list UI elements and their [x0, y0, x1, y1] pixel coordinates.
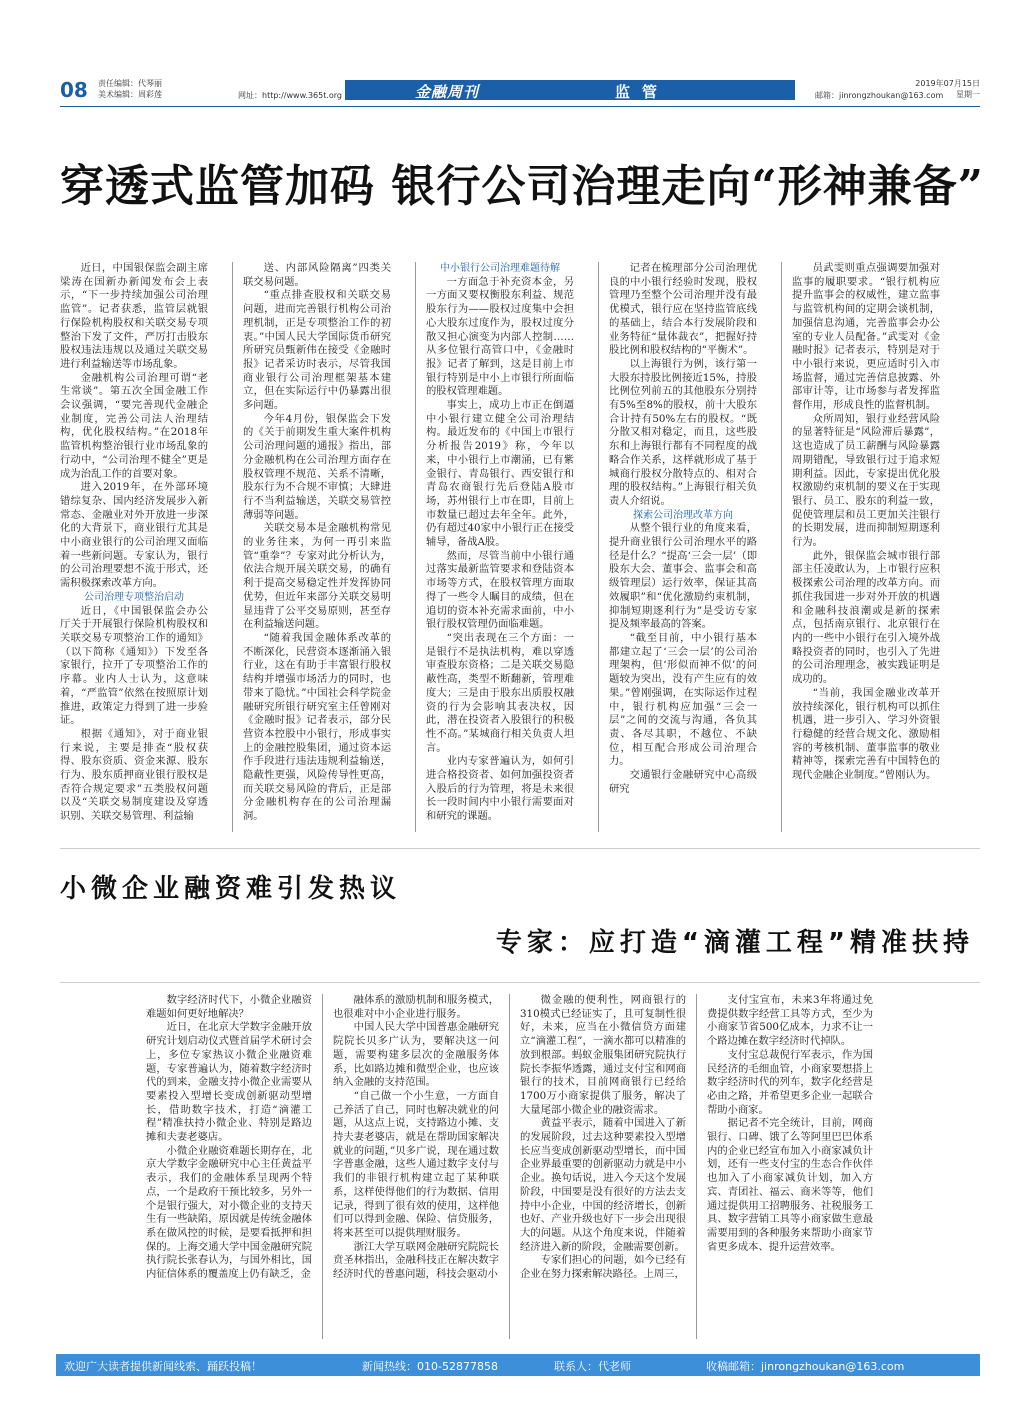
masthead — [60, 72, 980, 106]
column-divider — [232, 262, 233, 832]
paragraph: “截至目前，中小银行基本都建立起了‘三会一层’的公司治理架构，但‘形似而神不似’的问题较为突出，没有产生应有的效果。”曾刚强调，在实际运作过程中，银行机构应加强“三会一层”之间的交流与沟通，各负其责、各尽其职，不越位、不缺位，相互配合形成公司治理合力。 — [609, 631, 757, 768]
masthead-rule — [60, 106, 980, 107]
section-banner — [345, 80, 795, 100]
paragraph: 今年4月份，银保监会下发的《关于前期发生重大案件机构公司治理问题的通报》指出，部分金融机构在公司治理方面存在股权管理不规范、关系不清晰，股东行为不合规不审慎；大肆进行不当利益输送，关联交易管控薄弱等问题。 — [243, 412, 391, 521]
paragraph: 专家们担心的问题，如今已经有企业在努力探索解决路径。上周三， — [520, 1254, 686, 1281]
paragraph: 数字经济时代下，小微企业融资难题如何更好地解决？ — [146, 994, 312, 1020]
editor-line: 责任编辑：代琴丽 — [98, 79, 162, 88]
paragraph: 根据《通知》，对于商业银行来说，主要是排查“股权获得、股东资质、资金来源、股东行为、股东质押商业银行股权是否符合规定要求”五类股权问题以及“关联交易制度建设及穿透识别、关联交易管理、利益输 — [60, 727, 208, 823]
footer-submit-email: 收稿邮箱：jinrongzhoukan@163.com — [706, 1360, 905, 1373]
paragraph: “当前，我国金融业改革开放持续深化，银行机构可以抓住机遇，进一步引入、学习外资银行稳健的经营合规文化、激励相容的考核机制、董事监事的敬业精神等，探索完善有中国特色的现代金融企业制度。”曾刚认为。 — [792, 686, 940, 782]
paragraph: 进入2019年，在外部环境错综复杂、国内经济发展步入新常态、金融业对外开放进一步深化的大背景下，商业银行尤其是中小商业银行的公司治理又面临着一些新问题。专家认为，银行的公司治理要想不流于形式，还需积极探索改革方向。 — [60, 481, 208, 590]
article-column-3 — [426, 262, 574, 832]
paragraph: 微金融的便利性，网商银行的310模式已经证实了，且可复制性很好，未来，应当在小微信贷方面建立“滴灌工程”，一滴水都可以精准的放到根部。蚂蚁金服集团研究院执行院长李振华透露，通过支付宝和网商银行的技术，目前网商银行已经给1700万小商家提供了服务，解决了大量尾部小微企业的融资需求。 — [520, 994, 686, 1116]
issue-weekday: 星期一 — [956, 90, 980, 99]
paragraph: 融体系的激励机制和服务模式，也很难对中小企业进行服务。 — [333, 994, 499, 1020]
paragraph: 业内专家普遍认为，如何引进合格投资者、如何加强投资者入股后的行为管理，将是未来很长一段时间内中小银行需要面对和研究的课题。 — [426, 755, 574, 823]
footer-hotline: 新闻热线：010-52877858 — [362, 1360, 498, 1373]
article-column-4 — [609, 262, 757, 832]
paragraph: 支付宝宣布，未来3年将通过免费提供数字经营工具等方式，至少为小商家节省500亿成本，力求不让一个路边摊在数字经济时代掉队。 — [707, 994, 873, 1048]
paragraph: 关联交易本是金融机构常见的业务往来，为何一再引来监管“重拳”？专家对此分析认为，依法合规开展关联交易，的确有利于提高交易稳定性并发挥协同优势，但近年来部分关联交易明显违背了公平交易原则，甚至存在利益输送问题。 — [243, 522, 391, 631]
paragraph: “重点排查股权和关联交易问题，进而完善银行机构公司治理机制，正是专项整治工作的初衷。”中国人民大学国际货币研究所研究员甄新伟在接受《金融时报》记者采访时表示，尽管我国商业银行公司治理框架基本建立，但在实际运行中仍暴露出很多问题。 — [243, 289, 391, 412]
paragraph: 交通银行金融研究中心高级研究 — [609, 769, 757, 795]
art-editor-line: 美术编辑：周彩莲 — [98, 90, 162, 99]
article-column-1 — [60, 262, 208, 832]
paragraph: 一方面急于补充资本金，另一方面又要权衡股东利益、规范股东行为——股权过度集中会担心大股东过度作为，股权过度分散又担心演变为内部人控制……从多位银行高管口中，《金融时报》记者了解到，这是目前上市银行特别是中小上市银行所面临的股权管理难题。 — [426, 275, 574, 398]
article2-column-2 — [333, 994, 499, 1339]
website-url: 网址：http://www.365t.org — [238, 91, 343, 100]
paragraph: 支付宝总裁倪行军表示，作为国民经济的毛细血管，小商家要想搭上数字经济时代的列车，数字化经营是必由之路，并希望更多企业一起联合帮助小商家。 — [707, 1048, 873, 1116]
paragraph: “自己做一个小生意，一方面自己养活了自己，同时也解决就业的问题，从这点上说，支持路边小摊、支持夫妻老婆店，就是在帮助国家解决就业的问题，”贝多广说，现在通过数字普惠金融，这些人通过数字支付与我们的非银行机构建立起了某种联系，这样使得他们的行为数据、信用记录，得到了很有效的使用，这样他们可以得到金融、保险、信贷服务，将来甚至可以提供理财服务。 — [333, 1089, 499, 1239]
page-number: 08 — [60, 78, 88, 102]
dateline — [915, 78, 980, 100]
paragraph: 近日，《中国银保监会办公厅关于开展银行保险机构股权和关联交易专项整治工作的通知》（以下简称《通知》）下发至各家银行，拉开了专项整治工作的序幕。业内人士认为，这意味着，“严监管”依然在按照原计划推进，政策定力得到了进一步验证。 — [60, 604, 208, 727]
paragraph: 小微企业融资难题长期存在，北京大学数字金融研究中心主任黄益平表示，我们的金融体系呈现两个特点，一个是政府干预比较多，另外一个是银行强大，对小微企业的支持天生有一些缺陷，原因就是传统金融体系在做风控的时候，是要看抵押和担保的。上海交通大学中国金融研究院执行院长张春认为，与国外相比，国内征信体系的覆盖度上仍有缺乏，金 — [146, 1144, 312, 1281]
footer-banner — [56, 1354, 980, 1376]
paragraph: 黄益平表示，随着中国进入了新的发展阶段，过去这种要素投入型增长应当变成创新驱动型增长，而中国企业界最重要的创新驱动力就是中小企业。换句话说，进入今天这个发展阶段，中国要是没有很好的方法去支持中小企业，中国的经济增长，创新也好、产业升级也好下一步会出现很大的问题。从这个角度来说，伴随着经济进入新的阶段，金融需要创新。 — [520, 1117, 686, 1253]
paragraph: 近日，在北京大学数字金融开放研究计划启动仪式暨首届学术研讨会上，多位专家热议小微企业融资难题，专家普遍认为，随着数字经济时代的到来，金融支持小微企业需要从要素投入型增长变成创新驱动型增长，借助数字技术，打造“滴灌工程”精准扶持小微企业、特别是路边摊和夫妻老婆店。 — [146, 1021, 312, 1144]
section-subheading: 中小银行公司治理难题待解 — [440, 263, 560, 274]
column-divider — [415, 262, 416, 832]
paragraph: 中国人民大学中国普惠金融研究院院长贝多广认为，要解决这一问题，需要构建多层次的金融服务体系，比如路边摊和微型企业，也应该纳入金融的支持范围。 — [333, 1021, 499, 1089]
article-column-5 — [792, 262, 940, 832]
paragraph: 金融机构公司治理可谓“老生常谈”。第五次全国金融工作会议强调，“要完善现代金融企业制度，完善公司法人治理结构，优化股权结构。”在2018年监管机构整治银行业市场乱象的行动中，“公司治理不健全”更是成为治乱工作的首要对象。 — [60, 371, 208, 480]
column-divider — [509, 994, 510, 1339]
paragraph: 然而，尽管当前中小银行通过落实最新监管要求和登陆资本市场等方式，在股权管理方面取得了一些令人瞩目的成绩，但在追切的资本补充需求面前，中小银行股权管理仍面临难题。 — [426, 549, 574, 631]
issue-date: 2019年07月15日 — [915, 79, 980, 88]
masthead-email: 邮箱：jinrongzhoukan@163.com — [815, 91, 944, 100]
paragraph: 浙江大学互联网金融研究院院长贲圣林指出，金融科技正在解决数字经济时代的普惠问题，科技会驱动小 — [333, 1240, 499, 1281]
article2-column-4 — [707, 994, 873, 1339]
paragraph: 此外，银保监会城市银行部部主任凌敢认为，上市银行应积极探索公司治理的改革方向。而抓住我国进一步对外开放的机遇和金融科技浪潮或是新的探索点，包括南京银行、北京银行在内的一些中小银行在引入境外战略投资者的同时，也引入了先进的公司治理理念，被实践证明是成功的。 — [792, 549, 940, 686]
column-divider — [598, 262, 599, 832]
paragraph: 众所周知，银行业经营风险的显著特征是“风险滞后暴露”，这也造成了员工薪酬与风险暴露周期错配，导致银行过于追求短期利益。因此，专家提出优化股权激励约束机制的要义在于实现银行、员工、股东的利益一致，促使管理层和员工更加关注银行的长期发展，进而抑制短期逐利行为。 — [792, 412, 940, 549]
paragraph: 送、内部风险隔离”四类关联交易问题。 — [243, 262, 391, 288]
paragraph: 从整个银行业的角度来看，提升商业银行公司治理水平的路径是什么？“提高‘三会一层’（即股东大会、董事会、监事会和高级管理层）运行效率，保证其高效履职”和“优化激励约束机制，抑制短期逐利行为”是受访专家提及频率最高的答案。 — [609, 522, 757, 631]
editor-credits — [98, 78, 162, 100]
paragraph: 以上海银行为例，该行第一大股东持股比例接近15%，持股比例位列前五的其他股东分别持有5%至8%的股权，前十大股东合计持有50%左右的股权。“既分散又相对稳定，而且，这些股东和上海银行都有不同程度的战略合作关系，这样就形成了基于城商行股权分散特点的、相对合理的股权结构。”上海银行相关负责人介绍说。 — [609, 357, 757, 507]
paragraph: 近日，中国银保监会副主席梁涛在国新办新闻发布会上表示，“下一步持续加强公司治理监管”。记者获悉，监管层就银行保险机构股权和关联交易专项整治下发了文件，严厉打击股东股权违法违规以及通过关联交易进行利益输送等市场乱象。 — [60, 262, 208, 370]
article-main — [60, 262, 980, 832]
section-subheading: 公司治理专项整治启动 — [84, 591, 184, 603]
article2-headline: 小微企业融资难引发热议 — [60, 874, 402, 904]
brand-logo: 金融周刊 — [415, 83, 480, 101]
paragraph: “突出表现在三个方面：一是银行不是执法机构，难以穿透审查股东资格；二是关联交易隐蔽性高，类型不断翻新，管理难度大；三是由于股东出质股权融资的行为会影响其表决权，因此，潜在投资者入股银行的积极性不高。”某城商行相关负责人坦言。 — [426, 631, 574, 754]
section-title: 监管 — [615, 83, 670, 101]
article2-rule — [60, 982, 980, 983]
article-separator — [60, 848, 980, 849]
footer-slogan: 欢迎广大读者提供新闻线索、踊跃投稿！ — [64, 1360, 262, 1373]
article-secondary — [146, 994, 886, 1339]
paragraph: “随着我国金融体系改革的不断深化，民营资本逐渐涌入银行业，这在有助于丰富银行股权结构并增强市场活力的同时，也带来了隐忧。”中国社会科学院金融研究所银行研究室主任曾刚对《金融时报》记者表示，部分民营资本控股中小银行，形成事实上的金融控股集团，通过资本运作手段进行违法违规利益输送，隐蔽性更强，风险传导性更高，而关联交易风险的背后，正是部分金融机构存在的公司治理漏洞。 — [243, 631, 391, 823]
column-divider — [781, 262, 782, 832]
paragraph: 记者在梳理部分公司治理优良的中小银行经验时发现，股权管理乃至整个公司治理并没有最优模式，银行应在坚持监管底线的基础上，结合本行发展阶段和业务特征“量体裁衣”，把握好持股比例和股权结构的“平衡术”。 — [609, 262, 757, 357]
paragraph: 据记者不完全统计，目前，网商银行、口碑、饿了么等阿里巴巴体系内的企业已经宣布加入小商家减负计划，还有一些支付宝的生态合作伙伴也加入了小商家减负计划，加入方宾、青团社、福云、商米等等，他们通过提供用工招聘服务、社税服务工具、数字营销工具等小商家做生意最需要用到的各种服务来帮助小商家节省更多成本、提升运营效率。 — [707, 1117, 873, 1253]
main-headline: 穿透式监管加码 银行公司治理走向“形神兼备” — [60, 161, 984, 212]
paragraph: 员武雯则重点强调要加强对监事的履职要求。“银行机构应提升监事会的权威性，建立监事与监管机构间的定期会谈机制，加强信息沟通，完善监事会办公室的专业人员配备。”武雯对《金融时报》记者表示，特别是对于中小银行来说，更应适时引入市场监督，通过完善信息披露、外部审计等，让市场参与者发挥监督作用，形成良性的监督机制。 — [792, 262, 940, 412]
article2-subheadline: 专家：应打造“滴灌工程”精准扶持 — [495, 928, 974, 958]
article2-column-1 — [146, 994, 312, 1339]
footer-contact: 联系人：代老师 — [554, 1360, 631, 1373]
article-column-2 — [243, 262, 391, 832]
paragraph: 事实上，成功上市正在倒逼中小银行建立健全公司治理结构。最近发布的《中国上市银行分析报告2019》称，今年以来，中小银行上市潮涌，已有紫金银行、青岛银行、西安银行和青岛农商银行先后登陆A股市场，苏州银行上市在即，目前上市数量已超过去年全年。此外，仍有超过40家中小银行正在接受辅导，备战A股。 — [426, 399, 574, 549]
section-subheading: 探索公司治理改革方向 — [633, 509, 733, 521]
column-divider — [696, 994, 697, 1339]
article2-column-3 — [520, 994, 686, 1339]
column-divider — [322, 994, 323, 1339]
